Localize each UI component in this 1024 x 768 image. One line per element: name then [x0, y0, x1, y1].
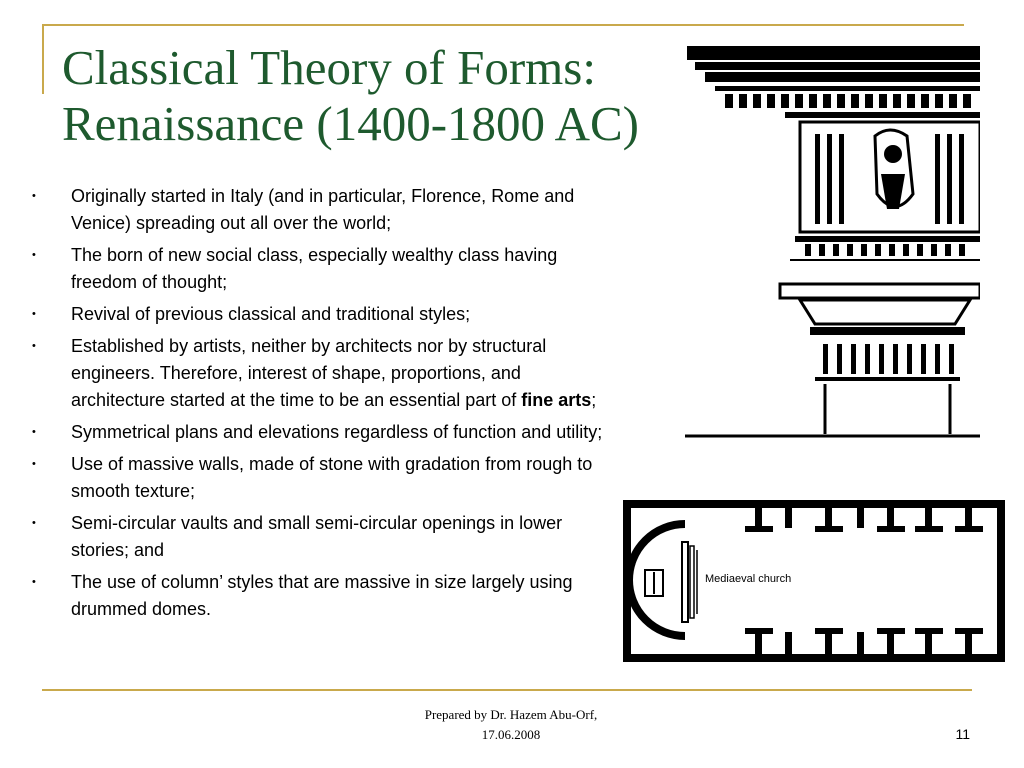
bullet-text-before: Established by artists, neither by architects nor by structural engineers. Therefore, interest of shape, proportions, and architecture started at the time to be an essential part of	[71, 336, 547, 410]
bullet-bold-text: fine arts	[521, 390, 592, 410]
bullet-item	[30, 451, 615, 505]
bullet-dot: •	[32, 308, 36, 320]
footer-author: Prepared by Dr. Hazem Abu-Orf,	[424, 707, 598, 722]
frame-bottom-line	[42, 689, 972, 691]
bullet-dot: •	[32, 426, 36, 438]
bullet-text: The born of new social class, especially wealthy class having freedom of thought;	[71, 245, 558, 292]
bullet-item	[30, 301, 615, 328]
bullet-item	[30, 333, 615, 414]
bullet-text: The use of column’ styles that are massive in size largely using drummed domes.	[71, 572, 573, 619]
bullet-text: Originally started in Italy (and in particular, Florence, Rome and Venice) spreading out all over the world;	[71, 186, 575, 233]
bullet-dot: •	[32, 249, 36, 261]
slide-title	[62, 40, 742, 152]
footer-date: 17.06.2008	[481, 727, 541, 742]
bullet-item	[30, 569, 615, 623]
bullet-item	[30, 183, 615, 237]
title-line-1: Classical Theory of Forms:	[62, 40, 596, 95]
church-floor-plan	[595, 500, 1005, 662]
title-line-2: Renaissance (1400-1800 AC)	[62, 96, 639, 151]
footer-credit	[380, 705, 642, 745]
bullet-dot: •	[32, 190, 36, 202]
bullet-dot: •	[32, 517, 36, 529]
plan-label: Mediaeval church	[705, 573, 792, 585]
frame-left-line	[42, 24, 44, 94]
frame-top-line	[42, 24, 964, 26]
bullet-dot: •	[32, 458, 36, 470]
page-number: 11	[955, 726, 970, 742]
bullet-text: Semi-circular vaults and small semi-circular openings in lower stories; and	[71, 513, 563, 560]
bullet-list	[30, 183, 615, 628]
bullet-text: Use of massive walls, made of stone with gradation from rough to smooth texture;	[71, 454, 593, 501]
bullet-dot: •	[32, 340, 36, 352]
bullet-item	[30, 419, 615, 446]
bullet-dot: •	[32, 576, 36, 588]
bullet-item	[30, 510, 615, 564]
bullet-text-after: ;	[591, 390, 597, 410]
bullet-text: Symmetrical plans and elevations regardless of function and utility;	[71, 422, 603, 442]
column-capital-illustration	[685, 44, 980, 439]
bullet-text: Revival of previous classical and traditional styles;	[71, 304, 471, 324]
bullet-item	[30, 242, 615, 296]
